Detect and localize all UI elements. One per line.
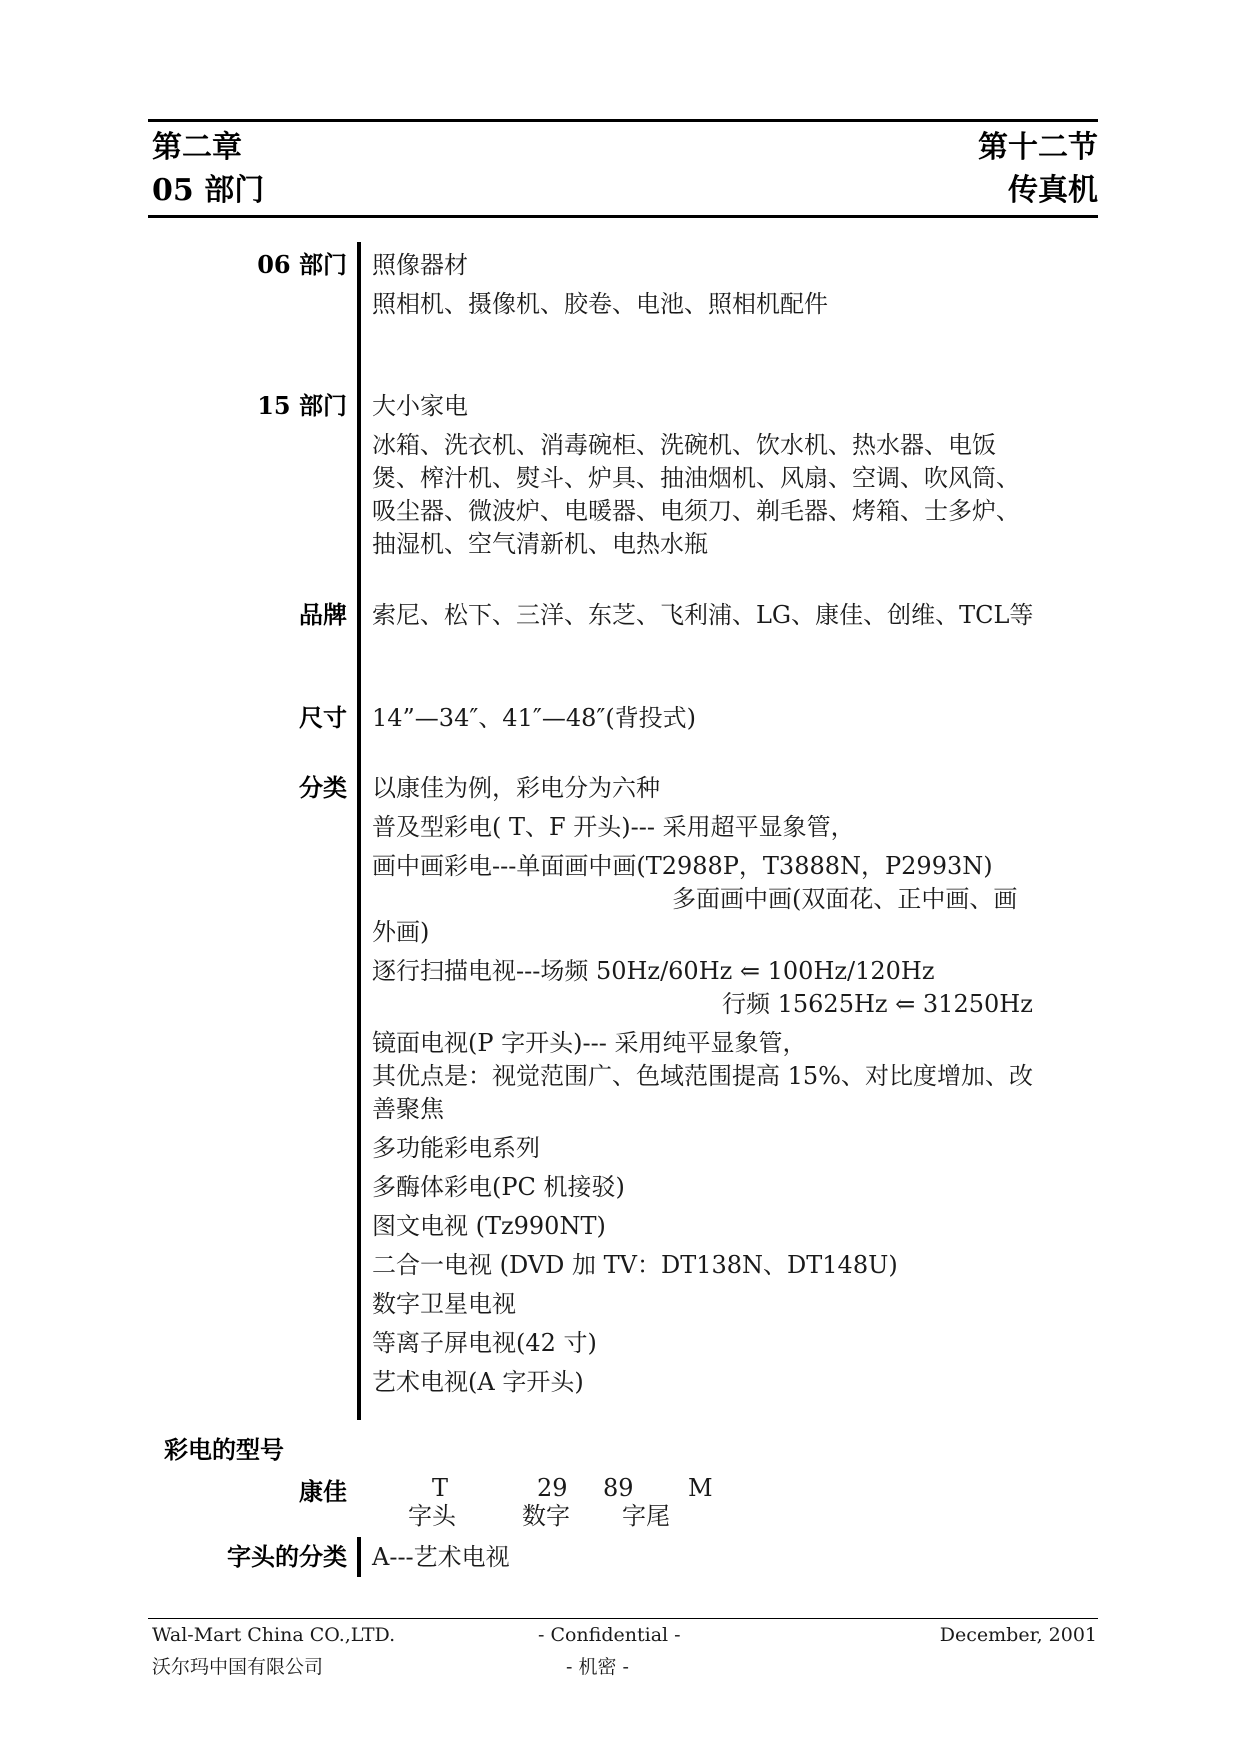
content-vertical-rule — [357, 242, 361, 1420]
category-line: 图文电视 (Tz990NT) — [372, 1212, 606, 1240]
prefix-block — [372, 1541, 1042, 1574]
category-line: 以康佳为例，彩电分为六种 — [372, 774, 660, 802]
footer-rule — [148, 1618, 1098, 1619]
category-line: 画中画彩电---单面画中画(T2988P，T3888N，P2993N) — [372, 852, 993, 880]
prefix-value: A---艺术电视 — [372, 1543, 510, 1571]
dept15-block — [372, 390, 1042, 561]
model-part-label: 数字 — [522, 1502, 570, 1530]
footer-company-cn: 沃尔玛中国有限公司 — [152, 1656, 324, 1678]
category-line: 艺术电视(A 字开头) — [372, 1368, 584, 1396]
section-title: 第十二节 — [978, 130, 1098, 165]
category-line: 多酶体彩电(PC 机接驳) — [372, 1173, 625, 1201]
category-line: 多面画中画(双面花、正中画、画 — [672, 885, 1018, 913]
model-part-label: 字头 — [408, 1502, 456, 1530]
dept06-block — [372, 249, 1042, 321]
dept06-title: 照像器材 — [372, 251, 468, 279]
category-line: 逐行扫描电视---场频 50Hz/60Hz ⇐ 100Hz/120Hz — [372, 957, 935, 985]
brand-label: 品牌 — [299, 600, 347, 629]
category-block — [372, 772, 1042, 1399]
category-line: 多功能彩电系列 — [372, 1134, 540, 1162]
model-heading: 彩电的型号 — [164, 1435, 284, 1464]
model-part: T — [432, 1474, 449, 1502]
brand-block — [372, 599, 1042, 632]
category-line: 行频 15625Hz ⇐ 31250Hz — [722, 990, 1033, 1018]
category-line: 镜面电视(P 字开头)--- 采用纯平显象管， — [372, 1029, 807, 1057]
category-line: 其优点是：视觉范围广、色域范围提高 15%、对比度增加、改善聚焦 — [372, 1062, 1033, 1123]
dept15-label: 15 部门 — [257, 391, 347, 420]
model-part-label: 字尾 — [622, 1502, 670, 1530]
department-title: 05 部门 — [152, 173, 265, 208]
dept15-items: 冰箱、洗衣机、消毒碗柜、洗碗机、饮水机、热水器、电饭煲、榨汁机、熨斗、炉具、抽油烟机、风扇、空调、吹风筒、吸尘器、微波炉、电暖器、电须刀、剃毛器、烤箱、士多炉、抽湿机、空气清新机、电热水瓶 — [372, 431, 1020, 558]
category-line: 二合一电视 (DVD 加 TV：DT138N、DT148U) — [372, 1251, 898, 1279]
model-brand-label: 康佳 — [299, 1477, 347, 1506]
category-line: 外画) — [372, 918, 430, 946]
model-part: 89 — [603, 1474, 634, 1502]
prefix-label: 字头的分类 — [227, 1542, 347, 1571]
footer-company-en: Wal-Mart China CO.,LTD. — [152, 1624, 396, 1646]
category-label: 分类 — [299, 773, 347, 802]
header-bottom-rule — [148, 215, 1098, 218]
dept15-title: 大小家电 — [372, 392, 468, 420]
dept06-items: 照相机、摄像机、胶卷、电池、照相机配件 — [372, 290, 828, 318]
model-part: M — [688, 1474, 713, 1502]
footer-confidential-en: - Confidential - — [538, 1624, 681, 1646]
dept06-label: 06 部门 — [257, 250, 347, 279]
model-part: 29 — [537, 1474, 568, 1502]
size-block — [372, 702, 1042, 735]
size-label: 尺寸 — [299, 703, 347, 732]
header-top-rule — [148, 119, 1098, 122]
model-vertical-rule — [357, 1537, 361, 1577]
footer-date: December, 2001 — [939, 1624, 1097, 1646]
category-line: 数字卫星电视 — [372, 1290, 516, 1318]
brand-list: 索尼、松下、三洋、东芝、飞利浦、LG、康佳、创维、TCL等 — [372, 601, 1034, 629]
category-line: 普及型彩电( T、F 开头)--- 采用超平显象管， — [372, 813, 855, 841]
chapter-title: 第二章 — [152, 130, 242, 165]
footer-confidential-cn: - 机密 - — [566, 1656, 629, 1678]
category-line: 等离子屏电视(42 寸) — [372, 1329, 597, 1357]
topic-title: 传真机 — [1008, 173, 1098, 208]
size-range: 14”—34″、41″—48″(背投式) — [372, 704, 697, 732]
